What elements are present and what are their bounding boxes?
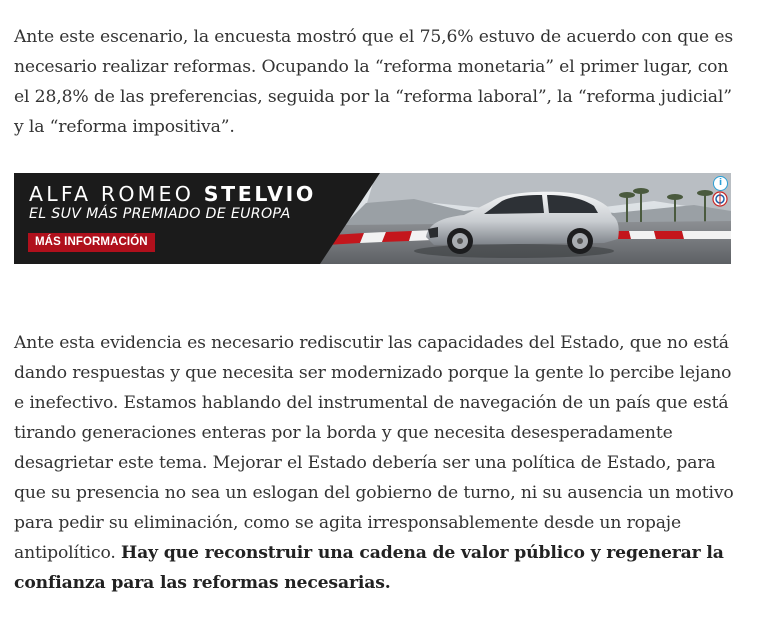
- article-paragraph-text: Ante esta evidencia es necesario rediscutir las capacidades del Estado, que no está dando respuestas y que necesita ser modernizado porque la gente lo percibe lejano e inefectivo. Estamos hablando del instrumental de navegación de un país que está tirando generaciones enteras por la borda y que necesita desesperadamente desagrietar este tema. Mejorar el Estado debería ser una política de Estado, para que su presencia no sea un eslogan del gobierno de turno, ni su ausencia un motivo para pedir su eliminación, como se agita irresponsablemente desde un ropaje antipolítico.: [14, 333, 734, 563]
- ad-tagline: EL SUV MÁS PREMIADO DE EUROPA: [29, 206, 291, 222]
- adchoices-close-icon[interactable]: [712, 191, 728, 207]
- article-paragraph: [14, 328, 744, 598]
- ad-more-info-button[interactable]: MÁS INFORMACIÓN: [28, 233, 155, 252]
- ad-headline: [29, 182, 316, 206]
- ad-brand: ALFA ROMEO: [29, 182, 195, 206]
- ad-model: STELVIO: [203, 182, 316, 206]
- article-paragraph: Ante este escenario, la encuesta mostró que el 75,6% estuvo de acuerdo con que es necesario realizar reformas. Ocupando la “reforma monetaria” el primer lugar, con el 28,8% de las preferencias, seguida por la “reforma laboral”, la “reforma judicial” y la “reforma impositiva”.: [14, 27, 734, 137]
- article-body: [14, 22, 742, 142]
- ad-banner[interactable]: [14, 173, 731, 264]
- article-highlight: Hay que reconstruir una cadena de valor público y regenerar la confianza para las reformas necesarias.: [14, 543, 724, 593]
- info-icon[interactable]: i: [713, 176, 728, 191]
- article-body-continued: [14, 328, 744, 598]
- ad-creative[interactable]: [14, 173, 731, 264]
